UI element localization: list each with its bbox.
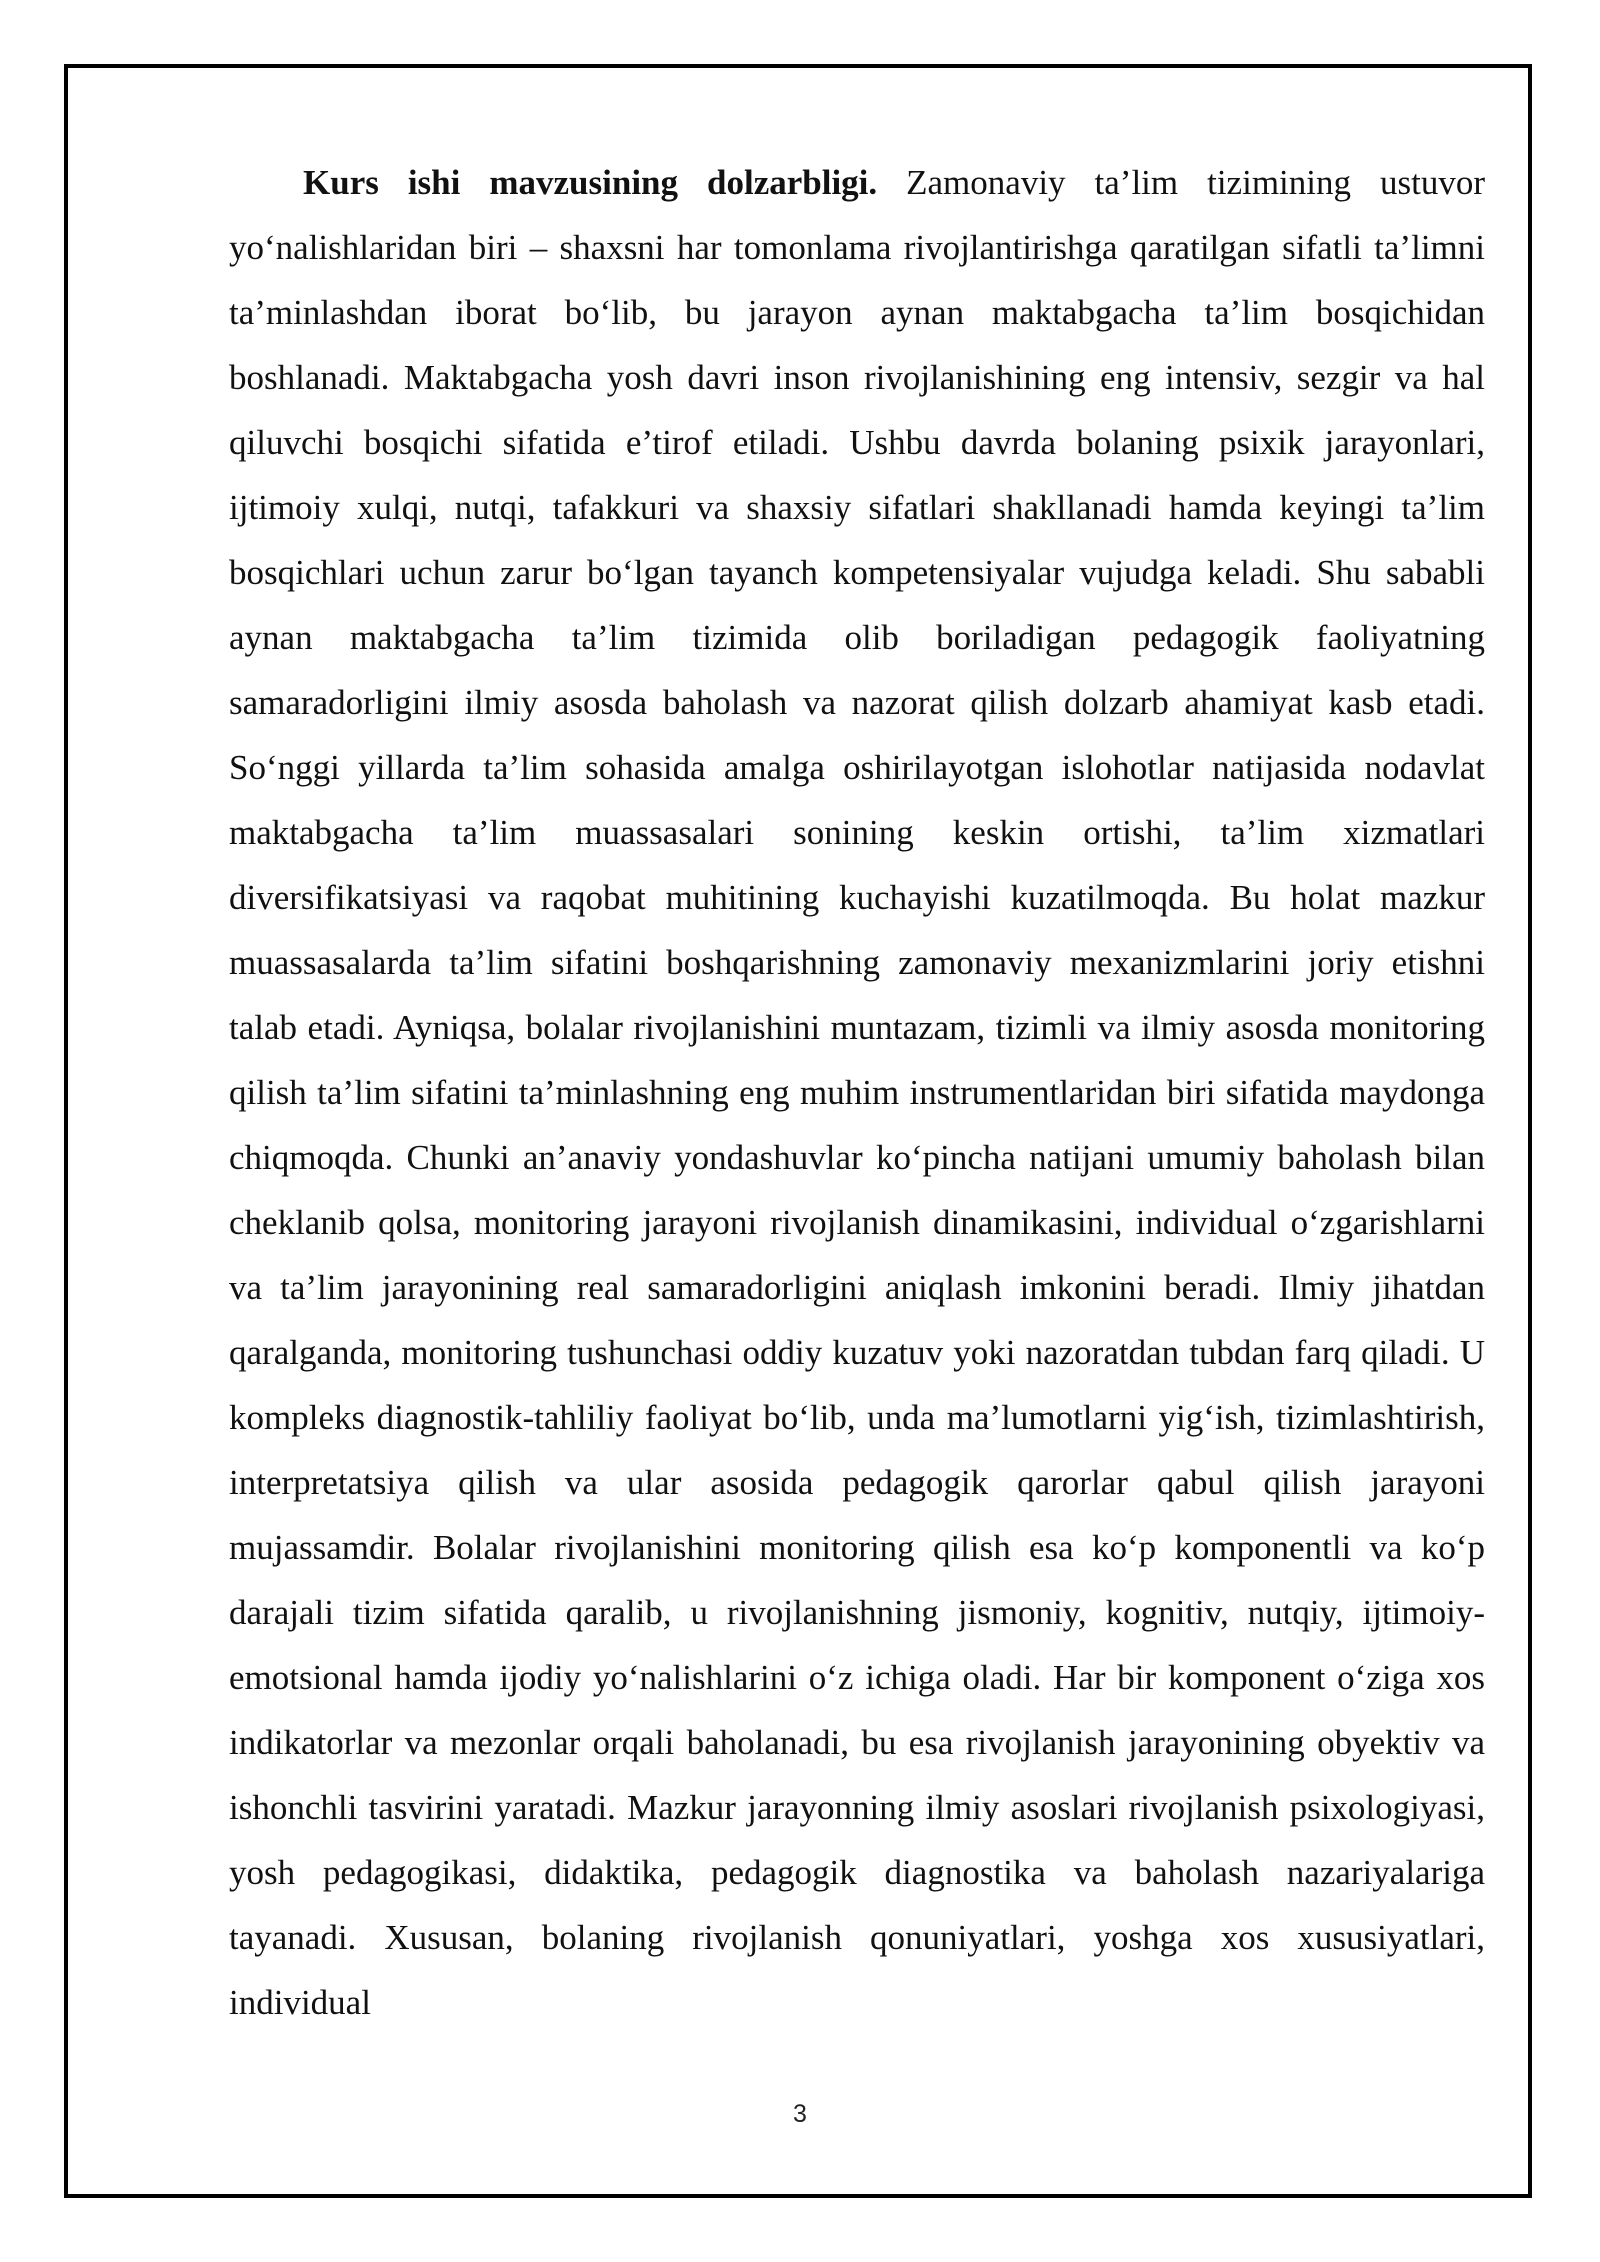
paragraph [229,150,1485,2035]
page-number: 3 [793,2100,807,2128]
document-body [229,150,1485,2035]
paragraph-body-text: Zamonaviy ta’lim tizimining ustuvor yo‘nalishlaridan biri – shaxsni har tomonlama rivojlantirishga qaratilgan sifatli ta’limni ta’minlashdan iborat bo‘lib, bu jarayon aynan maktabgacha ta’lim bosqichidan boshlanadi. Maktabgacha yosh davri inson rivojlanishining eng intensiv, sezgir va hal qiluvchi bosqichi sifatida e’tirof etiladi. Ushbu davrda bolaning psixik jarayonlari, ijtimoiy xulqi, nutqi, tafakkuri va shaxsiy sifatlari shakllanadi hamda keyingi ta’lim bosqichlari uchun zarur bo‘lgan tayanch kompetensiyalar vujudga keladi. Shu sababli aynan maktabgacha ta’lim tizimida olib boriladigan pedagogik faoliyatning samaradorligini ilmiy asosda baholash va nazorat qilish dolzarb ahamiyat kasb etadi. So‘nggi yillarda ta’lim sohasida amalga oshirilayotgan islohotlar natijasida nodavlat maktabgacha ta’lim muassasalari sonining keskin ortishi, ta’lim xizmatlari diversifikatsiyasi va raqobat muhitining kuchayishi kuzatilmoqda. Bu holat mazkur muassasalarda ta’lim sifatini boshqarishning zamonaviy mexanizmlarini joriy etishni talab etadi. Ayniqsa, bolalar rivojlanishini muntazam, tizimli va ilmiy asosda monitoring qilish ta’lim sifatini ta’minlashning eng muhim instrumentlaridan biri sifatida maydonga chiqmoqda. Chunki an’anaviy yondashuvlar ko‘pincha natijani umumiy baholash bilan cheklanib qolsa, monitoring jarayoni rivojlanish dinamikasini, individual o‘zgarishlarni va ta’lim jarayonining real samaradorligini aniqlash imkonini beradi. Ilmiy jihatdan qaralganda, monitoring tushunchasi oddiy kuzatuv yoki nazoratdan tubdan farq qiladi. U kompleks diagnostik-tahliliy faoliyat bo‘lib, unda ma’lumotlarni yig‘ish, tizimlashtirish, interpretatsiya qilish va ular asosida pedagogik qarorlar qabul qilish jarayoni mujassamdir. Bolalar rivojlanishini monitoring qilish esa ko‘p komponentli va ko‘p darajali tizim sifatida qaralib, u rivojlanishning jismoniy, kognitiv, nutqiy, ijtimoiy-emotsional hamda ijodiy yo‘nalishlarini o‘z ichiga oladi. Har bir komponent o‘ziga xos indikatorlar va mezonlar orqali baholanadi, bu esa rivojlanish jarayonining obyektiv va ishonchli tasvirini yaratadi. Mazkur jarayonning ilmiy asoslari rivojlanish psixologiyasi, yosh pedagogikasi, didaktika, pedagogik diagnostika va baholash nazariyalariga tayanadi. Xususan, bolaning rivojlanish qonuniyatlari, yoshga xos xususiyatlari, individual [229,163,1485,2022]
paragraph-lead-heading: Kurs ishi mavzusining dolzarbligi. [303,163,878,202]
